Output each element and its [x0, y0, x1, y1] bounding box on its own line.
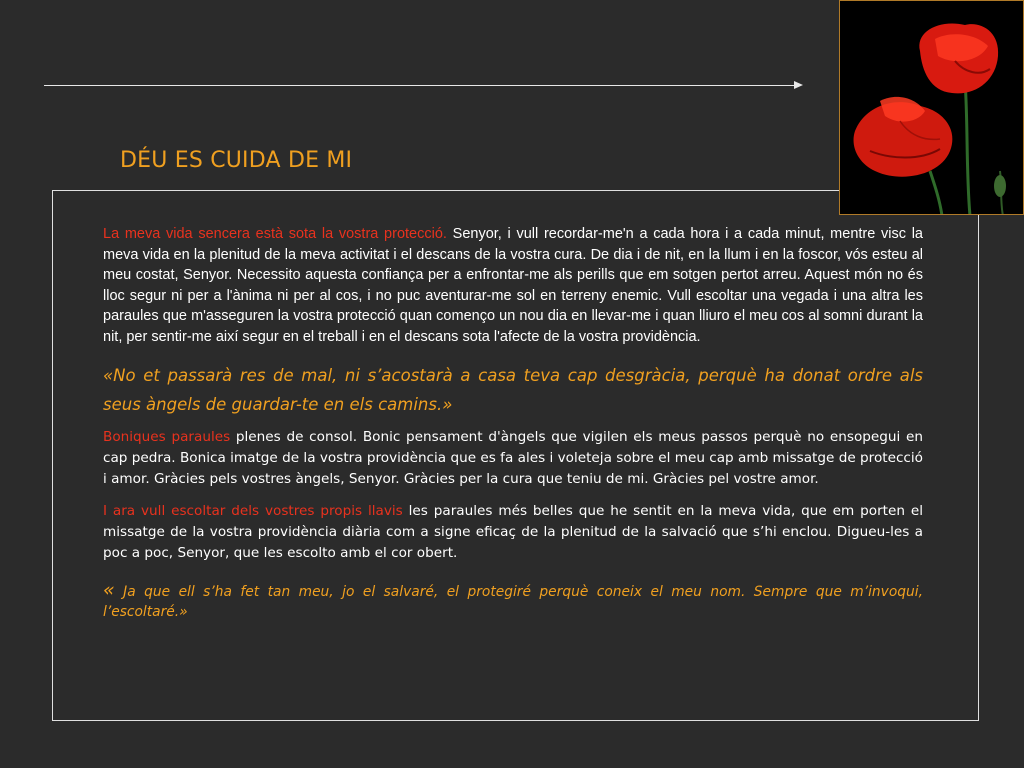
text-content — [103, 224, 923, 623]
quote-2-body: Ja que ell s’ha fet tan meu, jo el salvaré, el protegiré perquè coneix el meu nom. Sempre que m’invoqui, l’escoltaré.» — [103, 583, 923, 621]
arrow-head-icon — [794, 81, 803, 89]
paragraph-1-body: Senyor, i vull recordar-me'n a cada hora i a cada minut, mentre visc la meva vida en la plenitud de la meva activitat i el descans de la vostra cura. De dia i de nit, en la llum i en la foscor, vós esteu al meu costat, Senyor. Necessito aquesta confiança per a enfrontar-me als perills que em sotgen pertot arreu. Aquest món no és lloc segur ni per a l'ànima ni per al cos, i no puc aventurar-me sol en terreny enemic. Vull escoltar una vegada i una altra les paraules que m'asseguren la vostra protecció quan començo un nou dia en llevar-me i quan lliuro el meu cos al somni durant la nit, per sentir-me així segur en el treball i en el descans sota l'afecte de la vostra providència. — [103, 226, 923, 345]
paragraph-2-body: plenes de consol. Bonic pensament d'àngels que vigilen els meus passos perquè no ensopegui en cap pedra. Bonica imatge de la vostra providència que es fa ales i voleteja sobre el meu cap amb missatge de protecció i amor. Gràcies pels vostres àngels, Senyor. Gràcies per la cura que teniu de mi. Gràcies pel vostre amor. — [103, 429, 923, 487]
paragraph-3-body: les paraules més belles que he sentit en la meva vida, que em porten el missatge de la vostra providència diària com a signe eficaç de la plenitud de la salvació que s’hi enclou. Digueu-les a poc a poc, Senyor, que les escolto amb el cor obert. — [103, 503, 924, 561]
divider-arrow-line — [44, 85, 796, 86]
paragraph-2-lead: Boniques paraules — [103, 429, 231, 445]
paragraph-2 — [103, 427, 923, 489]
paragraph-3 — [103, 501, 923, 563]
quote-2-open: « — [103, 578, 115, 601]
page-title: DÉU ES CUIDA DE MI — [120, 148, 353, 173]
paragraph-3-lead: I ara vull escoltar dels vostres propis llavis — [103, 503, 403, 520]
quote-1: «No et passarà res de mal, ni s’acostarà a casa teva cap desgràcia, perquè ha donat ordre als seus àngels de guardar-te en els camins.» — [103, 366, 923, 414]
paragraph-1 — [103, 224, 923, 347]
quote-2 — [103, 580, 923, 623]
paragraph-1-lead: La meva vida sencera està sota la vostra protecció. — [103, 226, 447, 242]
poppy-flowers-icon — [840, 1, 1024, 215]
poppy-flowers-icon — [839, 0, 1024, 215]
